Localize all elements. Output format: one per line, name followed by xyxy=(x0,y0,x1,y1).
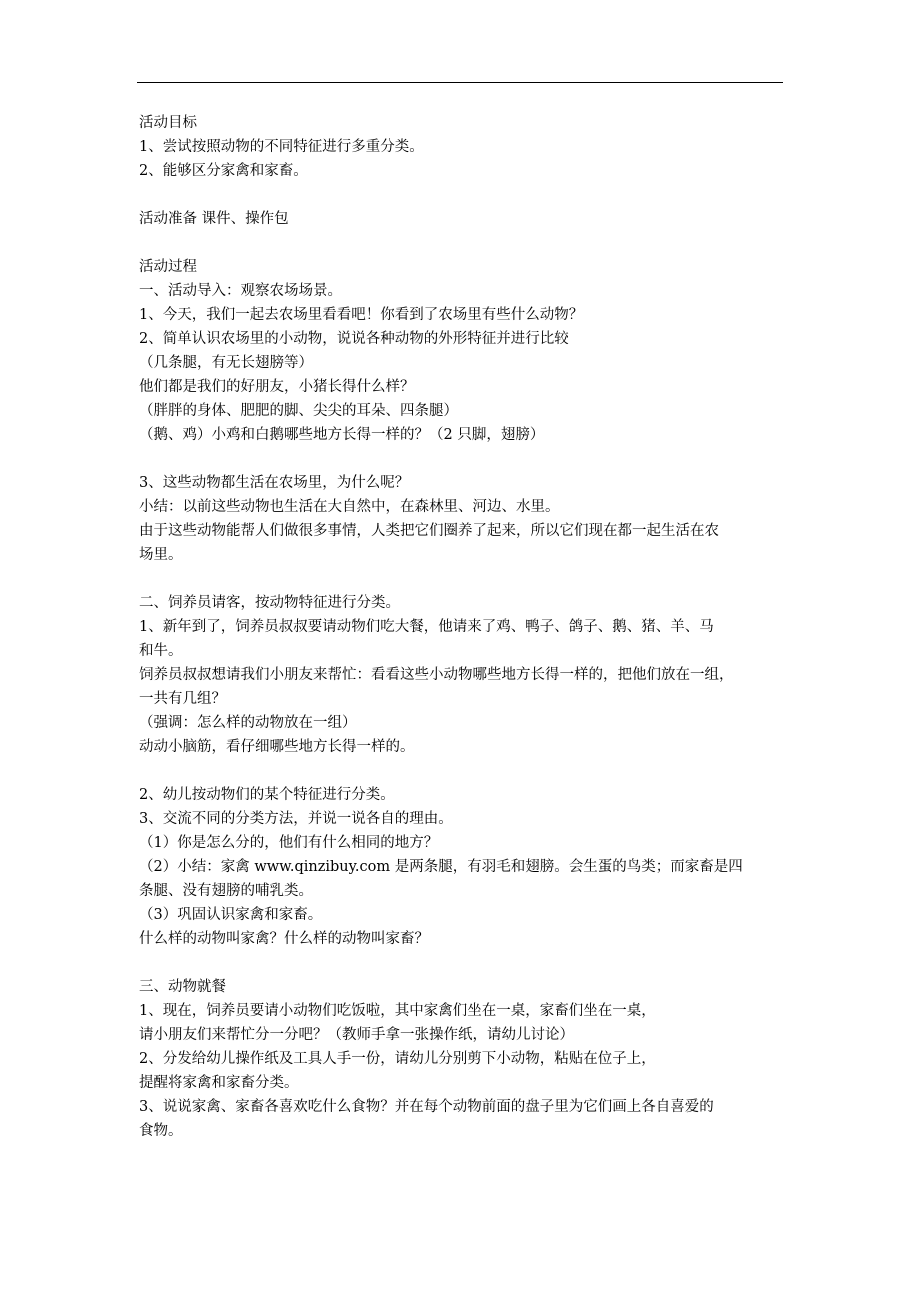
part3-line: 2、分发给幼儿操作纸及工具人手一份，请幼儿分别剪下小动物，粘贴在位子上， xyxy=(139,1051,656,1067)
process-line: 他们都是我们的好朋友，小猪长得什么样？ xyxy=(139,379,415,395)
part2b-line: 3、交流不同的分类方法，并说一说各自的理由。 xyxy=(139,811,453,827)
part2-line: 饲养员叔叔想请我们小朋友来帮忙：看看这些小动物哪些地方长得一样的，把他们放在一组， xyxy=(139,667,734,683)
goal-line: 2、能够区分家禽和家畜。 xyxy=(139,163,308,179)
section-prep xyxy=(139,207,789,231)
part2-line: 和牛。 xyxy=(139,643,183,659)
goal-line: 1、尝试按照动物的不同特征进行多重分类。 xyxy=(139,139,424,155)
part3-line: 3、说说家禽、家畜各喜欢吃什么食物？并在每个动物前面的盘子里为它们画上各自喜爱的 xyxy=(139,1099,714,1115)
paragraph-gap xyxy=(139,951,789,975)
section-part2 xyxy=(139,591,789,759)
part3-line: 三、动物就餐 xyxy=(139,979,226,995)
part2-line: 一共有几组？ xyxy=(139,691,226,707)
part1b-line: 场里。 xyxy=(139,547,183,563)
prep-line: 活动准备 课件、操作包 xyxy=(139,211,289,227)
part2-line: 二、饲养员请客，按动物特征进行分类。 xyxy=(139,595,400,611)
section-goal xyxy=(139,111,789,183)
section-part2b xyxy=(139,783,789,951)
paragraph-gap xyxy=(139,231,789,255)
process-line: （鹅、鸡）小鸡和白鹅哪些地方长得一样的？（2 只脚，翅膀） xyxy=(139,427,545,443)
part1b-line: 小结：以前这些动物也生活在大自然中，在森林里、河边、水里。 xyxy=(139,499,560,515)
part2b-line: 什么样的动物叫家禽？什么样的动物叫家畜？ xyxy=(139,931,429,947)
part3-line: 提醒将家禽和家畜分类。 xyxy=(139,1075,299,1091)
process-line: 1、今天，我们一起去农场里看看吧！你看到了农场里有些什么动物？ xyxy=(139,307,584,323)
process-line: 一、活动导入：观察农场场景。 xyxy=(139,283,342,299)
part3-line: 请小朋友们来帮忙分一分吧？（教师手拿一张操作纸，请幼儿讨论） xyxy=(139,1027,574,1043)
part2-line: 动动小脑筋，看仔细哪些地方长得一样的。 xyxy=(139,739,415,755)
section-part3 xyxy=(139,975,789,1143)
section-part1b xyxy=(139,471,789,567)
process-line: 2、简单认识农场里的小动物，说说各种动物的外形特征并进行比较 xyxy=(139,331,569,347)
process-line: （胖胖的身体、肥肥的脚、尖尖的耳朵、四条腿） xyxy=(139,403,458,419)
section-process xyxy=(139,255,789,447)
process-line: （几条腿，有无长翅膀等） xyxy=(139,355,313,371)
document-body xyxy=(139,111,789,1143)
part2b-line: 2、幼儿按动物们的某个特征进行分类。 xyxy=(139,787,395,803)
paragraph-gap xyxy=(139,759,789,783)
part1b-line: 由于这些动物能帮人们做很多事情，人类把它们圈养了起来，所以它们现在都一起生活在农 xyxy=(139,523,719,539)
paragraph-gap xyxy=(139,567,789,591)
part2b-line: （3）巩固认识家禽和家畜。 xyxy=(139,907,323,923)
part3-line: 食物。 xyxy=(139,1123,183,1139)
part2b-line: （2）小结：家禽 www.qinzibuy.com 是两条腿，有羽毛和翅膀。会生蛋的鸟类；而家畜是四 xyxy=(139,859,743,875)
paragraph-gap xyxy=(139,183,789,207)
part2-line: （强调：怎么样的动物放在一组） xyxy=(139,715,357,731)
part2b-line: （1）你是怎么分的，他们有什么相同的地方？ xyxy=(139,835,439,851)
paragraph-gap xyxy=(139,447,789,471)
part2b-line: 条腿、没有翅膀的哺乳类。 xyxy=(139,883,313,899)
part3-line: 1、现在，饲养员要请小动物们吃饭啦，其中家禽们坐在一桌，家畜们坐在一桌， xyxy=(139,1003,656,1019)
part2-line: 1、新年到了，饲养员叔叔要请动物们吃大餐，他请来了鸡、鸭子、鸽子、鹅、猪、羊、马 xyxy=(139,619,714,635)
process-heading: 活动过程 xyxy=(139,259,197,275)
goal-heading: 活动目标 xyxy=(139,115,197,131)
header-rule xyxy=(137,82,783,83)
part1b-line: 3、这些动物都生活在农场里，为什么呢？ xyxy=(139,475,410,491)
